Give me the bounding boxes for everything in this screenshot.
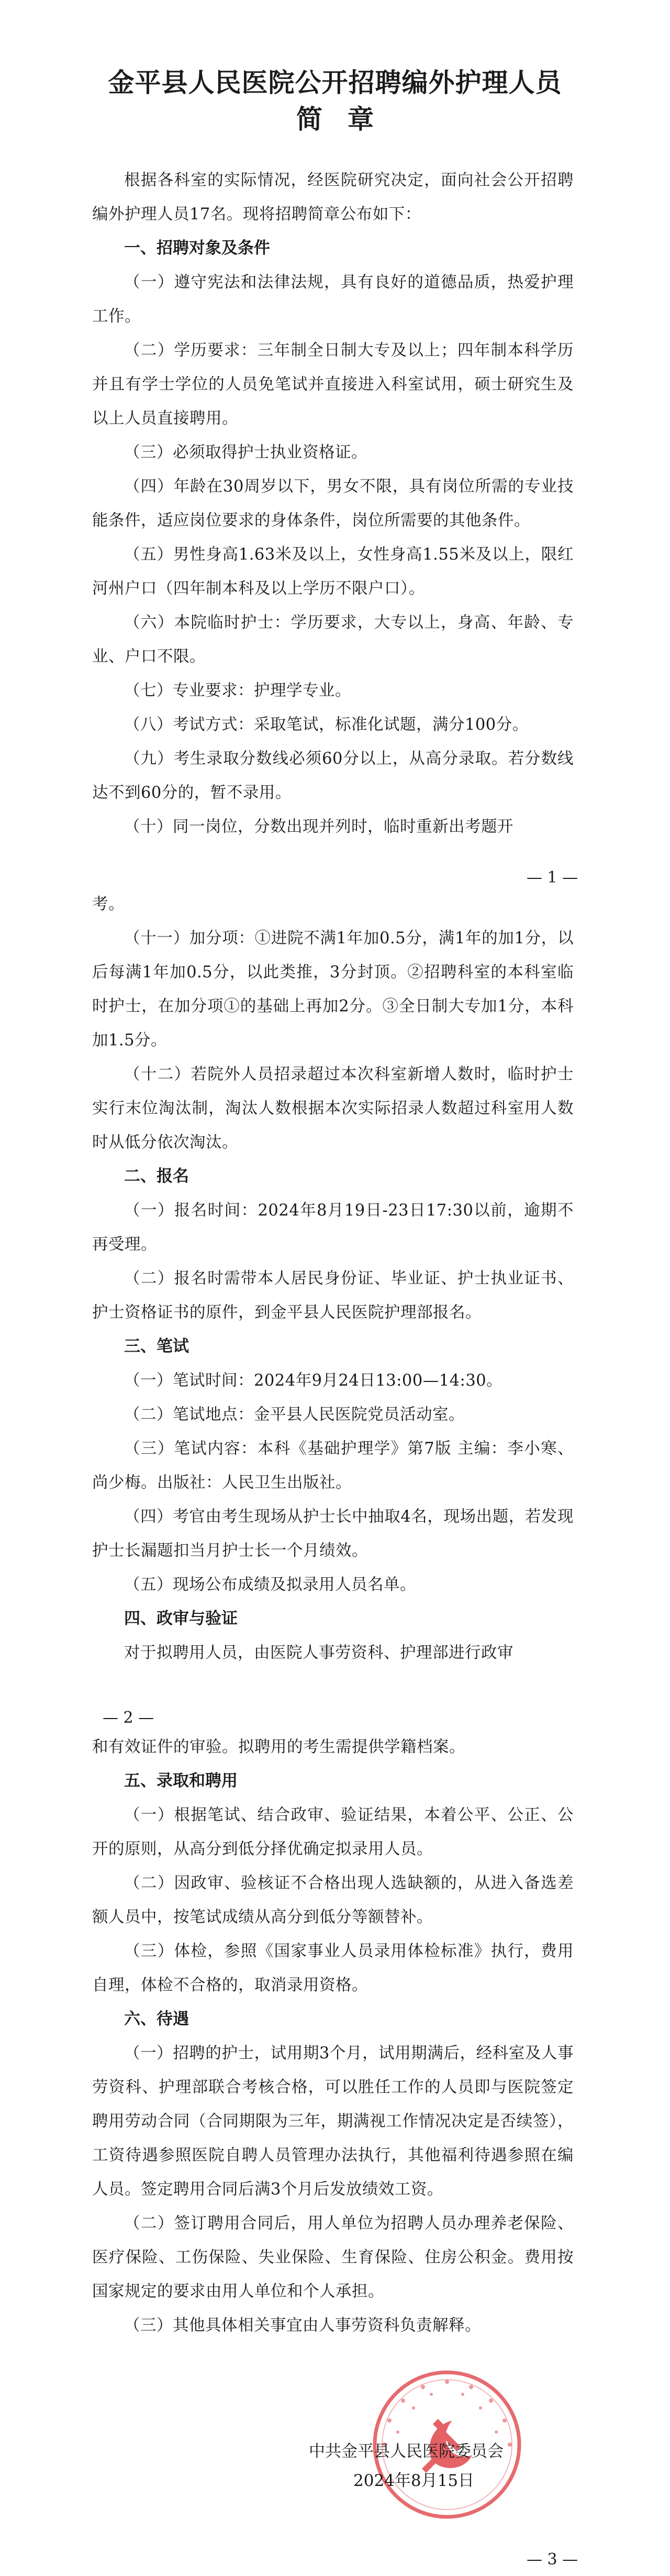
s3-item-5: （五）现场公布成绩及拟录用人员名单。 [124,1576,416,1594]
section-1-heading: 一、招聘对象及条件 [124,239,270,258]
s1-item-12: （十二）若院外人员招录超过本次科室新增人数时，临时护士实行末位淘汰制，淘汰人数根据本次实际招录人数超过科室用人数时从低分依次淘汰。 [92,1065,574,1152]
s1-item-10-start: （十）同一岗位，分数出现并列时，临时重新出考题开 [124,818,513,836]
s5-item-2: （二）因政审、验核证不合格出现人选缺额的，从进入备选差额人员中，按笔试成绩从高分到低分等额替补。 [92,1874,574,1926]
page-1-body [92,163,574,844]
s1-item-10-end: 考。 [92,895,125,913]
issuing-organization: 中共金平县人民医院委员会 [309,2442,504,2461]
s2-item-1: （一）报名时间：2024年8月19日-23日17:30以前，逾期不再受理。 [92,1201,574,1254]
s1-item-6: （六）本院临时护士：学历要求，大专以上，身高、年龄、专业、户口不限。 [92,614,574,666]
page-2-body [92,887,574,1670]
s6-item-3: （三）其他具体相关事宜由人事劳资科负责解释。 [124,2316,481,2335]
s3-item-2: （二）笔试地点：金平县人民医院党员活动室。 [124,1406,465,1424]
s1-item-2: （二）学历要求：三年制全日制大专及以上；四年制本科学历并且有学士学位的人员免笔试并直接进入科室试用，硕士研究生及以上人员直接聘用。 [92,341,574,428]
page-3-number: — 3 — [527,2550,578,2569]
section-6-heading: 六、待遇 [124,2010,189,2028]
s5-item-3: （三）体检，参照《国家事业人员录用体检标准》执行，费用自理，体检不合格的，取消录用资格。 [92,1942,574,1994]
section-4-heading: 四、政审与验证 [124,1609,238,1628]
s4-item-1-start: 对于拟聘用人员，由医院人事劳资科、护理部进行政审 [124,1644,513,1662]
s3-item-4: （四）考官由考生现场从护士长中抽取4名，现场出题，若发现护士长漏题扣当月护士长一个月绩效。 [92,1508,574,1560]
page-1-number: — 1 — [527,868,578,887]
s1-item-1: （一）遵守宪法和法律法规，具有良好的道德品质，热爱护理工作。 [92,273,574,326]
s5-item-1: （一）根据笔试、结合政审、验证结果，本着公平、公正、公开的原则，从高分到低分择优确定拟录用人员。 [92,1806,574,1858]
document-title: 金平县人民医院公开招聘编外护理人员 [108,67,562,98]
intro-paragraph: 根据各科室的实际情况，经医院研究决定，面向社会公开招聘编外护理人员17名。现将招聘简章公布如下： [92,171,574,224]
s1-item-5: （五）男性身高1.63米及以上，女性身高1.55米及以上，限红河州户口（四年制本科及以上学历不限户口）。 [92,545,574,598]
s6-item-1: （一）招聘的护士，试用期3个月，试用期满后，经科室及人事劳资科、护理部联合考核合格，可以胜任工作的人员即与医院签定聘用劳动合同（合同期限为三年，期满视工作情况决定是否续签），工资待遇参照医院自聘人员管理办法执行，其他福利待遇参照在编人员。签定聘用合同后满3个月后发放绩效工资。 [92,2044,574,2199]
page-2-number: — 2 — [103,1709,154,1727]
s6-item-2: （二）签订聘用合同后，用人单位为招聘人员办理养老保险、医疗保险、工伤保险、失业保险、生育保险、住房公积金。费用按国家规定的要求由用人单位和个人承担。 [92,2214,574,2301]
s1-item-3: （三）必须取得护士执业资格证。 [124,443,367,462]
section-2-heading: 二、报名 [124,1167,189,1186]
document-subtitle: 简章 [296,104,399,135]
s3-item-1: （一）笔试时间：2024年9月24日13:00—14:30。 [124,1371,503,1390]
s1-item-9: （九）考生录取分数线必须60分以上，从高分录取。若分数线达不到60分的，暂不录用。 [92,750,574,802]
s3-item-3: （三）笔试内容：本科《基础护理学》第7版 主编：李小寒、尚少梅。出版社：人民卫生出版社。 [92,1440,574,1492]
section-3-heading: 三、笔试 [124,1337,189,1356]
s4-item-1-end: 和有效证件的审验。拟聘用的考生需提供学籍档案。 [92,1738,465,1756]
page-3-body [92,1730,574,2343]
s2-item-2: （二）报名时需带本人居民身份证、毕业证、护士执业证书、护士资格证书的原件，到金平县人民医院护理部报名。 [92,1269,574,1322]
s1-item-7: （七）专业要求：护理学专业。 [124,682,351,700]
s1-item-11: （十一）加分项：①进院不满1年加0.5分，满1年的加1分，以后每满1年加0.5分，以此类推，3分封顶。②招聘科室的本科室临时护士，在加分项①的基础上再加2分。③全日制大专加1分，本科加1.5分。 [92,929,574,1050]
section-5-heading: 五、录取和聘用 [124,1771,238,1790]
s1-item-4: （四）年龄在30周岁以下，男女不限，具有岗位所需的专业技能条件，适应岗位要求的身体条件，岗位所需要的其他条件。 [92,477,574,530]
s1-item-8: （八）考试方式：采取笔试，标准化试题，满分100分。 [124,716,529,734]
issue-date: 2024年8月15日 [353,2471,475,2490]
